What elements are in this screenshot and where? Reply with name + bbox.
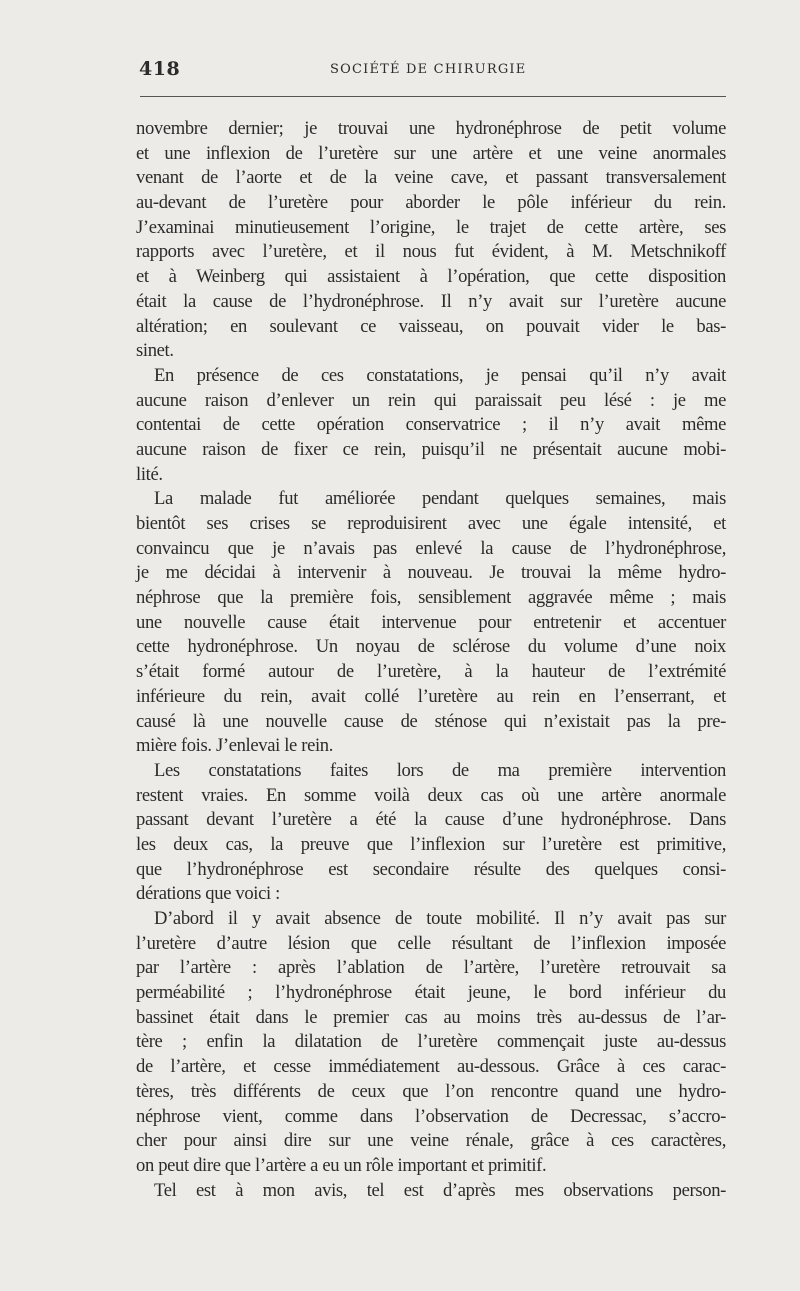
text-line: lité. xyxy=(136,463,163,485)
running-head: SOCIÉTÉ DE CHIRURGIE xyxy=(330,62,527,77)
text-line: je me décidai à intervenir à nouveau. Je trouvai la même hydro- xyxy=(136,562,726,584)
text-line: que l’hydronéphrose est secondaire résulte des quelques consi- xyxy=(136,858,726,880)
text-line: altération; en soulevant ce vaisseau, on pouvait vider le bas- xyxy=(136,315,726,337)
text-line: venant de l’aorte et de la veine cave, et passant transversalement xyxy=(136,167,726,189)
text-line: tère ; enfin la dilatation de l’uretère commençait juste au-dessus xyxy=(136,1031,726,1053)
paragraph xyxy=(136,907,726,1179)
text-line: sinet. xyxy=(136,340,174,362)
text-line: rapports avec l’uretère, et il nous fut évident, à M. Metschnikoff xyxy=(136,241,726,263)
text-line: inférieure du rein, avait collé l’uretère au rein en l’enserrant, et xyxy=(136,685,726,707)
text-line: contentai de cette opération conservatrice ; il n’y avait même xyxy=(136,414,726,436)
text-line: novembre dernier; je trouvai une hydronéphrose de petit volume xyxy=(136,118,726,139)
text-line: cette hydronéphrose. Un noyau de sclérose du volume d’une noix xyxy=(136,636,726,658)
text-line: Les constatations faites lors de ma première intervention xyxy=(154,759,726,781)
text-line: par l’artère : après l’ablation de l’artère, l’uretère retrouvait sa xyxy=(136,957,726,979)
page-number: 418 xyxy=(139,58,181,80)
text-line: J’examinai minutieusement l’origine, le trajet de cette artère, ses xyxy=(136,216,726,238)
text-line: néphrose vient, comme dans l’observation de Decressac, s’accro- xyxy=(136,1105,726,1127)
text-line: s’était formé autour de l’uretère, à la hauteur de l’extrémité xyxy=(136,661,726,683)
text-line: au-devant de l’uretère pour aborder le pôle inférieur du rein. xyxy=(136,192,726,214)
paragraph xyxy=(136,759,726,907)
text-line: En présence de ces constatations, je pensai qu’il n’y avait xyxy=(154,364,726,386)
text-line: aucune raison d’enlever un rein qui paraissait peu lésé : je me xyxy=(136,389,726,411)
text-line: La malade fut améliorée pendant quelques semaines, mais xyxy=(154,488,726,510)
text-line: néphrose que la première fois, sensiblement aggravée même ; mais xyxy=(136,587,726,609)
text-line: convaincu que je n’avais pas enlevé la cause de l’hydronéphrose, xyxy=(136,537,726,559)
text-line: de l’artère, et cesse immédiatement au-dessous. Grâce à ces carac- xyxy=(136,1056,726,1078)
text-line: une nouvelle cause était intervenue pour entretenir et accentuer xyxy=(136,611,726,633)
header-rule xyxy=(140,96,726,97)
text-line: l’uretère d’autre lésion que celle résultant de l’inflexion imposée xyxy=(136,932,726,954)
paragraph xyxy=(136,117,726,364)
paragraph xyxy=(136,364,726,487)
text-line: tères, très différents de ceux que l’on rencontre quand une hydro- xyxy=(136,1080,726,1102)
text-line: mière fois. J’enlevai le rein. xyxy=(136,735,334,757)
text-line: cher pour ainsi dire sur une veine rénale, grâce à ces caractères, xyxy=(136,1130,726,1152)
text-line: était la cause de l’hydronéphrose. Il n’y avait sur l’uretère aucune xyxy=(136,290,726,312)
text-line: on peut dire que l’artère a eu un rôle important et primitif. xyxy=(136,1154,547,1176)
text-line: D’abord il y avait absence de toute mobilité. Il n’y avait pas sur xyxy=(154,908,726,929)
text-line: bientôt ses crises se reproduisirent avec une égale intensité, et xyxy=(136,513,726,534)
text-line: passant devant l’uretère a été la cause d’une hydronéphrose. Dans xyxy=(136,809,726,831)
text-line: Tel est à mon avis, tel est d’après mes observations person- xyxy=(154,1179,726,1201)
text-line: aucune raison de fixer ce rein, puisqu’il ne présentait aucune mobi- xyxy=(136,438,726,460)
text-line: restent vraies. En somme voilà deux cas où une artère anormale xyxy=(136,784,726,806)
body-text xyxy=(136,117,726,1203)
text-line: perméabilité ; l’hydronéphrose était jeune, le bord inférieur du xyxy=(136,982,726,1004)
text-line: causé là une nouvelle cause de sténose qui n’existait pas la pre- xyxy=(136,710,726,732)
text-line: les deux cas, la preuve que l’inflexion sur l’uretère est primitive, xyxy=(136,833,726,855)
paragraph xyxy=(136,1179,726,1204)
text-line: bassinet était dans le premier cas au moins très au-dessus de l’ar- xyxy=(136,1006,726,1028)
paragraph xyxy=(136,487,726,759)
text-line: et une inflexion de l’uretère sur une artère et une veine anormales xyxy=(136,142,726,164)
text-line: dérations que voici : xyxy=(136,883,280,905)
text-line: et à Weinberg qui assistaient à l’opération, que cette disposition xyxy=(136,266,726,288)
